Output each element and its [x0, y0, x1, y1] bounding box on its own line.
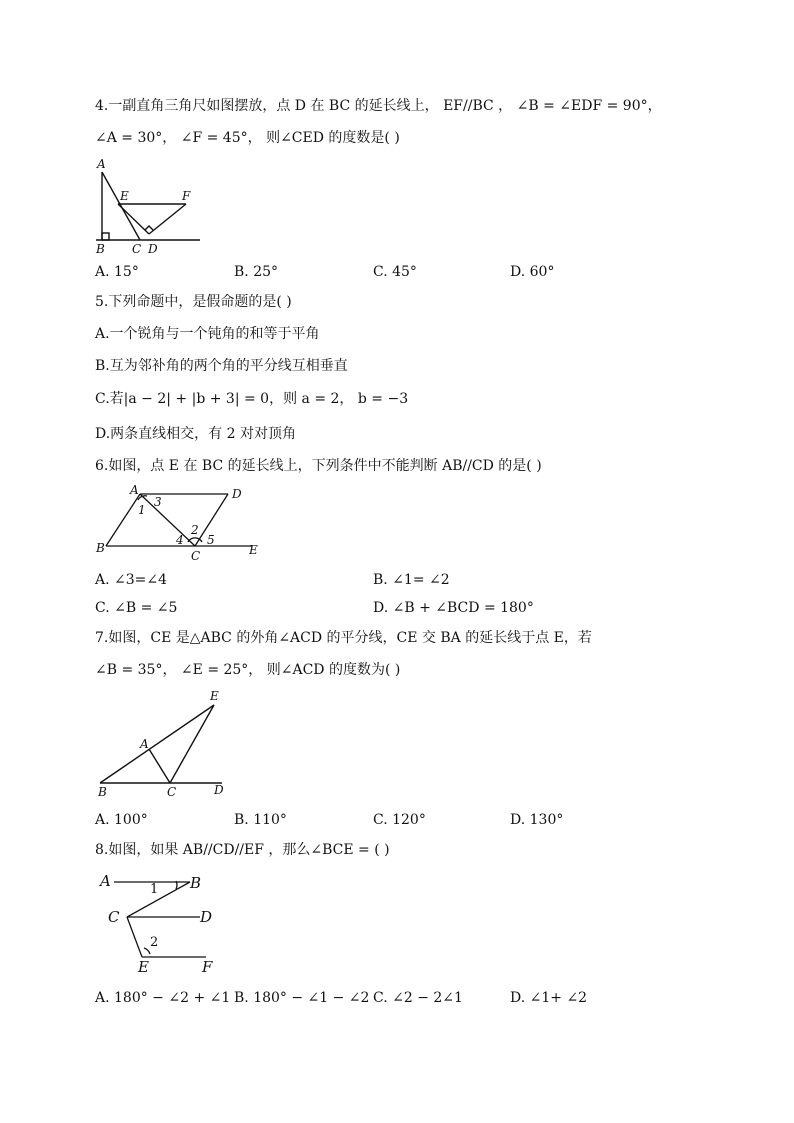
q7-label-D: D — [214, 783, 224, 797]
q4-figure — [92, 158, 202, 262]
q7-stem-line2: ∠B = 35°， ∠E = 25°， 则∠ACD 的度数为( ) — [95, 662, 401, 678]
q6-label-E: E — [249, 543, 258, 557]
q5-stem: 5.下列命题中，是假命题的是( ) — [95, 294, 292, 310]
q8-option-a: A. 180° − ∠2 + ∠1 — [95, 990, 231, 1006]
q7-option-c: C. 120° — [373, 812, 426, 828]
q8-label-C: C — [108, 908, 120, 926]
q5-option-b: B.互为邻补角的两个角的平分线互相垂直 — [95, 358, 348, 374]
q8-figure — [92, 868, 232, 982]
q7-figure — [92, 688, 232, 804]
q6-label-B: B — [96, 541, 105, 555]
q8-angle-1: 1 — [150, 882, 159, 897]
q4-stem-line2: ∠A = 30°， ∠F = 45°， 则∠CED 的度数是( ) — [95, 130, 400, 146]
q7-label-C: C — [167, 785, 177, 799]
q6-angle-5: 5 — [207, 533, 215, 547]
q6-label-D: D — [232, 487, 242, 501]
q6-figure — [92, 484, 272, 568]
q8-option-d: D. ∠1+ ∠2 — [510, 990, 588, 1006]
q4-label-C: C — [132, 242, 142, 256]
q7-label-B: B — [98, 785, 107, 799]
q4-option-c: C. 45° — [373, 264, 417, 280]
q8-angle-2: 2 — [150, 935, 159, 950]
q4-label-F: F — [182, 189, 191, 203]
q7-stem-line1: 7.如图，CE 是△ABC 的外角∠ACD 的平分线，CE 交 BA 的延长线于点 E，若 — [95, 630, 592, 646]
q8-label-A: A — [100, 872, 111, 890]
q6-option-b: B. ∠1= ∠2 — [373, 572, 450, 588]
q5-option-c: C.若|a − 2| + |b + 3| = 0，则 a = 2， b = −3 — [95, 391, 409, 407]
q4-option-b: B. 25° — [234, 264, 279, 280]
q5-option-d: D.两条直线相交，有 2 对对顶角 — [95, 426, 296, 442]
q8-option-c: C. ∠2 − 2∠1 — [373, 990, 463, 1006]
q4-label-B: B — [96, 242, 105, 256]
q8-option-b: B. 180° − ∠1 − ∠2 — [234, 990, 370, 1006]
q7-label-E: E — [210, 689, 219, 703]
q4-label-D: D — [148, 242, 158, 256]
q6-label-C: C — [191, 549, 201, 563]
q6-angle-2: 2 — [191, 523, 199, 537]
q8-stem: 8.如图，如果 AB//CD//EF ，那么∠BCE = ( ) — [95, 842, 390, 858]
q4-label-E: E — [120, 189, 129, 203]
q4-option-a: A. 15° — [95, 264, 139, 280]
q6-label-A: A — [130, 484, 139, 497]
q7-option-d: D. 130° — [510, 812, 564, 828]
q6-option-c: C. ∠B = ∠5 — [95, 600, 178, 616]
q8-label-B: B — [190, 874, 202, 892]
q7-option-a: A. 100° — [95, 812, 148, 828]
q4-stem-line1: 4.一副直角三角尺如图摆放，点 D 在 BC 的延长线上， EF//BC ， ∠B = ∠EDF = 90°， — [95, 98, 662, 114]
q6-angle-4: 4 — [176, 533, 184, 547]
q6-stem: 6.如图，点 E 在 BC 的延长线上，下列条件中不能判断 AB//CD 的是( ) — [95, 458, 542, 474]
q4-label-A: A — [97, 158, 106, 171]
q6-angle-1: 1 — [138, 503, 146, 517]
q6-angle-3: 3 — [154, 495, 162, 509]
q7-label-A: A — [140, 737, 149, 751]
q7-option-b: B. 110° — [234, 812, 287, 828]
q8-label-F: F — [202, 958, 213, 976]
q4-option-d: D. 60° — [510, 264, 555, 280]
q5-option-a: A.一个锐角与一个钝角的和等于平角 — [95, 326, 320, 342]
q8-label-D: D — [200, 908, 213, 926]
q6-option-d: D. ∠B + ∠BCD = 180° — [373, 600, 534, 616]
q8-label-E: E — [138, 958, 149, 976]
q6-option-a: A. ∠3=∠4 — [95, 572, 168, 588]
